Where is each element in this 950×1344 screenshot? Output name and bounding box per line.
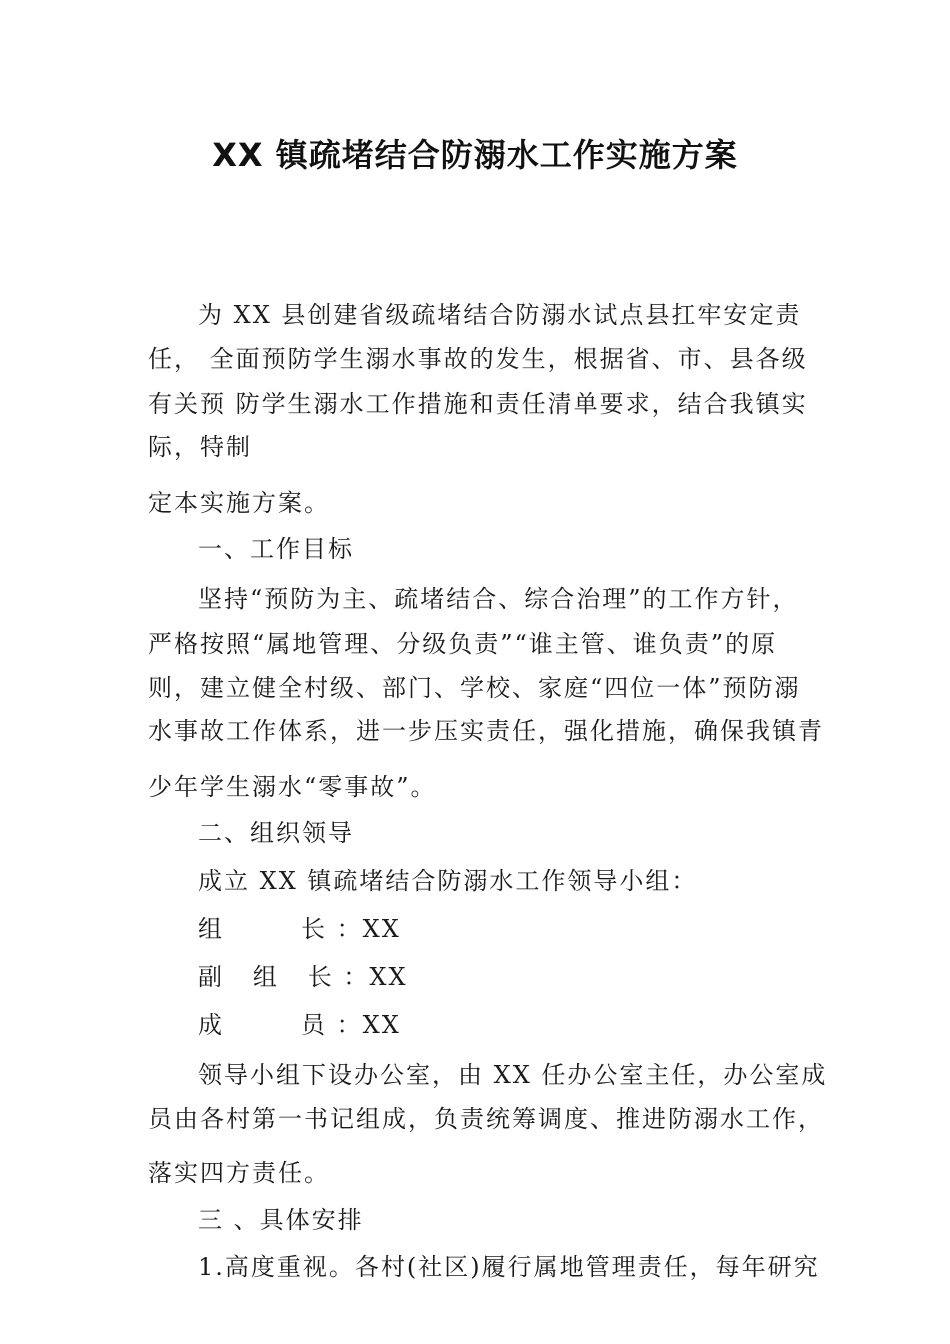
- section-1-line-2: 严格按照“属地管理、分级负责”“谁主管、谁负责”的原: [148, 630, 778, 658]
- section-1-heading: 一、工作目标: [198, 535, 354, 563]
- intro-line-4: 际，特制: [148, 433, 252, 461]
- intro-line-3: 有关预 防学生溺水工作措施和责任清单要求，结合我镇实: [148, 390, 808, 418]
- section-1-line-4: 水事故工作体系，进一步压实责任，强化措施，确保我镇青: [148, 717, 824, 745]
- section-3-item-1: 1.高度重视。各村(社区)履行属地管理责任，每年研究: [198, 1253, 820, 1281]
- section-1-line-1: 坚持“预防为主、疏堵结合、综合治理”的工作方针，: [198, 585, 799, 613]
- office-line-2: 员由各村第一书记组成，负责统筹调度、推进防溺水工作，: [148, 1105, 824, 1133]
- document-title: XX 镇疏堵结合防溺水工作实施方案: [212, 136, 738, 174]
- section-1-line-3: 则，建立健全村级、部门、学校、家庭“四位一体”预防溺: [148, 674, 801, 702]
- leader-row: 组 长 ：XX: [198, 915, 401, 943]
- section-3-heading: 三 、具体安排: [198, 1206, 364, 1234]
- deputy-leader-row: 副 组 长 ：XX: [198, 963, 408, 991]
- intro-line-2: 任， 全面预防学生溺水事故的发生，根据省、市、县各级: [148, 345, 808, 373]
- office-line-3: 落实四方责任。: [148, 1159, 330, 1187]
- intro-line-1: 为 XX 县创建省级疏堵结合防溺水试点县扛牢安定责: [198, 301, 802, 329]
- intro-line-5: 定本实施方案。: [148, 489, 330, 517]
- office-line-1: 领导小组下设办公室，由 XX 任办公室主任，办公室成: [198, 1061, 828, 1089]
- members-row: 成 员 ：XX: [198, 1011, 401, 1039]
- section-1-line-5: 少年学生溺水“零事故”。: [148, 773, 437, 801]
- section-2-lead: 成立 XX 镇疏堵结合防溺水工作领导小组：: [198, 867, 698, 895]
- section-2-heading: 二、组织领导: [198, 819, 354, 847]
